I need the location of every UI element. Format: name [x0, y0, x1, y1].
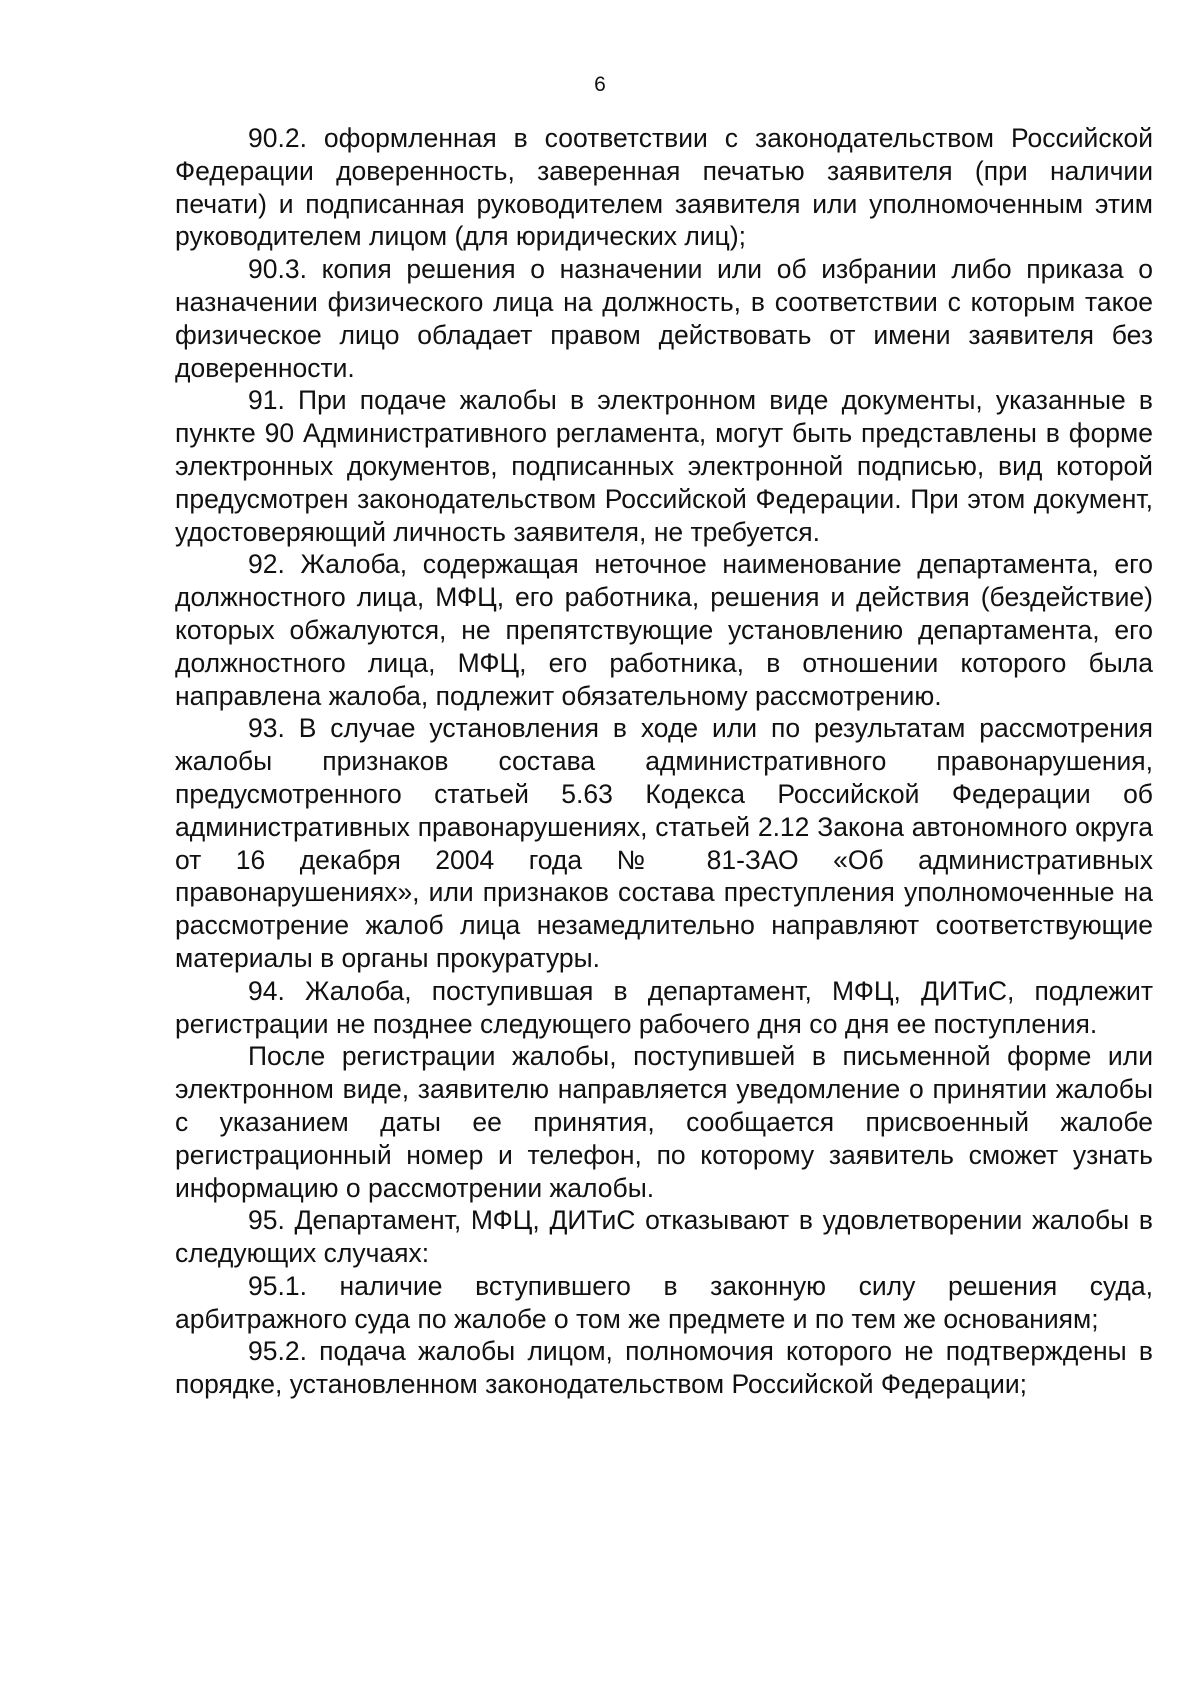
- paragraph-94-registration-notice: После регистрации жалобы, поступившей в письменной форме или электронном виде, заявителю направляется уведомление о принятии жалобы с указанием даты ее принятия, сообщается присвоенный жалобе регистрационный номер и телефон, по которому заявитель сможет узнать информацию о рассмотрении жалобы.: [175, 1041, 1153, 1203]
- paragraph-90-3: 90.3. копия решения о назначении или об избрании либо приказа о назначении физического лица на должность, в соответствии с которым такое физическое лицо обладает правом действовать от имени заявителя без доверенности.: [175, 254, 1153, 383]
- paragraph-90-2: 90.2. оформленная в соответствии с законодательством Российской Федерации доверенность, заверенная печатью заявителя (при наличии печати) и подписанная руководителем заявителя или уполномоченным этим руководителем лицом (для юридических лиц);: [175, 123, 1153, 252]
- paragraph-91: 91. При подаче жалобы в электронном виде документы, указанные в пункте 90 Административного регламента, могут быть представлены в форме электронных документов, подписанных электронной подписью, вид которой предусмотрен законодательством Российской Федерации. При этом документ, удостоверяющий личность заявителя, не требуется.: [175, 385, 1153, 547]
- paragraph-95-2: 95.2. подача жалобы лицом, полномочия которого не подтверждены в порядке, установленном законодательством Российской Федерации;: [175, 1336, 1153, 1400]
- paragraph-95: 95. Департамент, МФЦ, ДИТиС отказывают в удовлетворении жалобы в следующих случаях:: [175, 1205, 1153, 1269]
- paragraph-93: 93. В случае установления в ходе или по результатам рассмотрения жалобы признаков состава административного правонарушения, предусмотренного статьей 5.63 Кодекса Российской Федерации об административных правонарушениях, статьей 2.12 Закона автономного округа от 16 декабря 2004 года № 81-ЗАО «Об административных правонарушениях», или признаков состава преступления уполномоченные на рассмотрение жалоб лица незамедлительно направляют соответствующие материалы в органы прокуратуры.: [175, 713, 1153, 973]
- paragraph-95-1: 95.1. наличие вступившего в законную силу решения суда, арбитражного суда по жалобе о том же предмете и по тем же основаниям;: [175, 1270, 1153, 1334]
- document-body: [175, 122, 1153, 1401]
- page-number: 6: [594, 73, 606, 96]
- paragraph-92: 92. Жалоба, содержащая неточное наименование департамента, его должностного лица, МФЦ, его работника, решения и действия (бездействие) которых обжалуются, не препятствующие установлению департамента, его должностного лица, МФЦ, его работника, в отношении которого была направлена жалоба, подлежит обязательному рассмотрению.: [175, 549, 1153, 711]
- paragraph-94: 94. Жалоба, поступившая в департамент, МФЦ, ДИТиС, подлежит регистрации не позднее следующего рабочего дня со дня ее поступления.: [175, 975, 1153, 1039]
